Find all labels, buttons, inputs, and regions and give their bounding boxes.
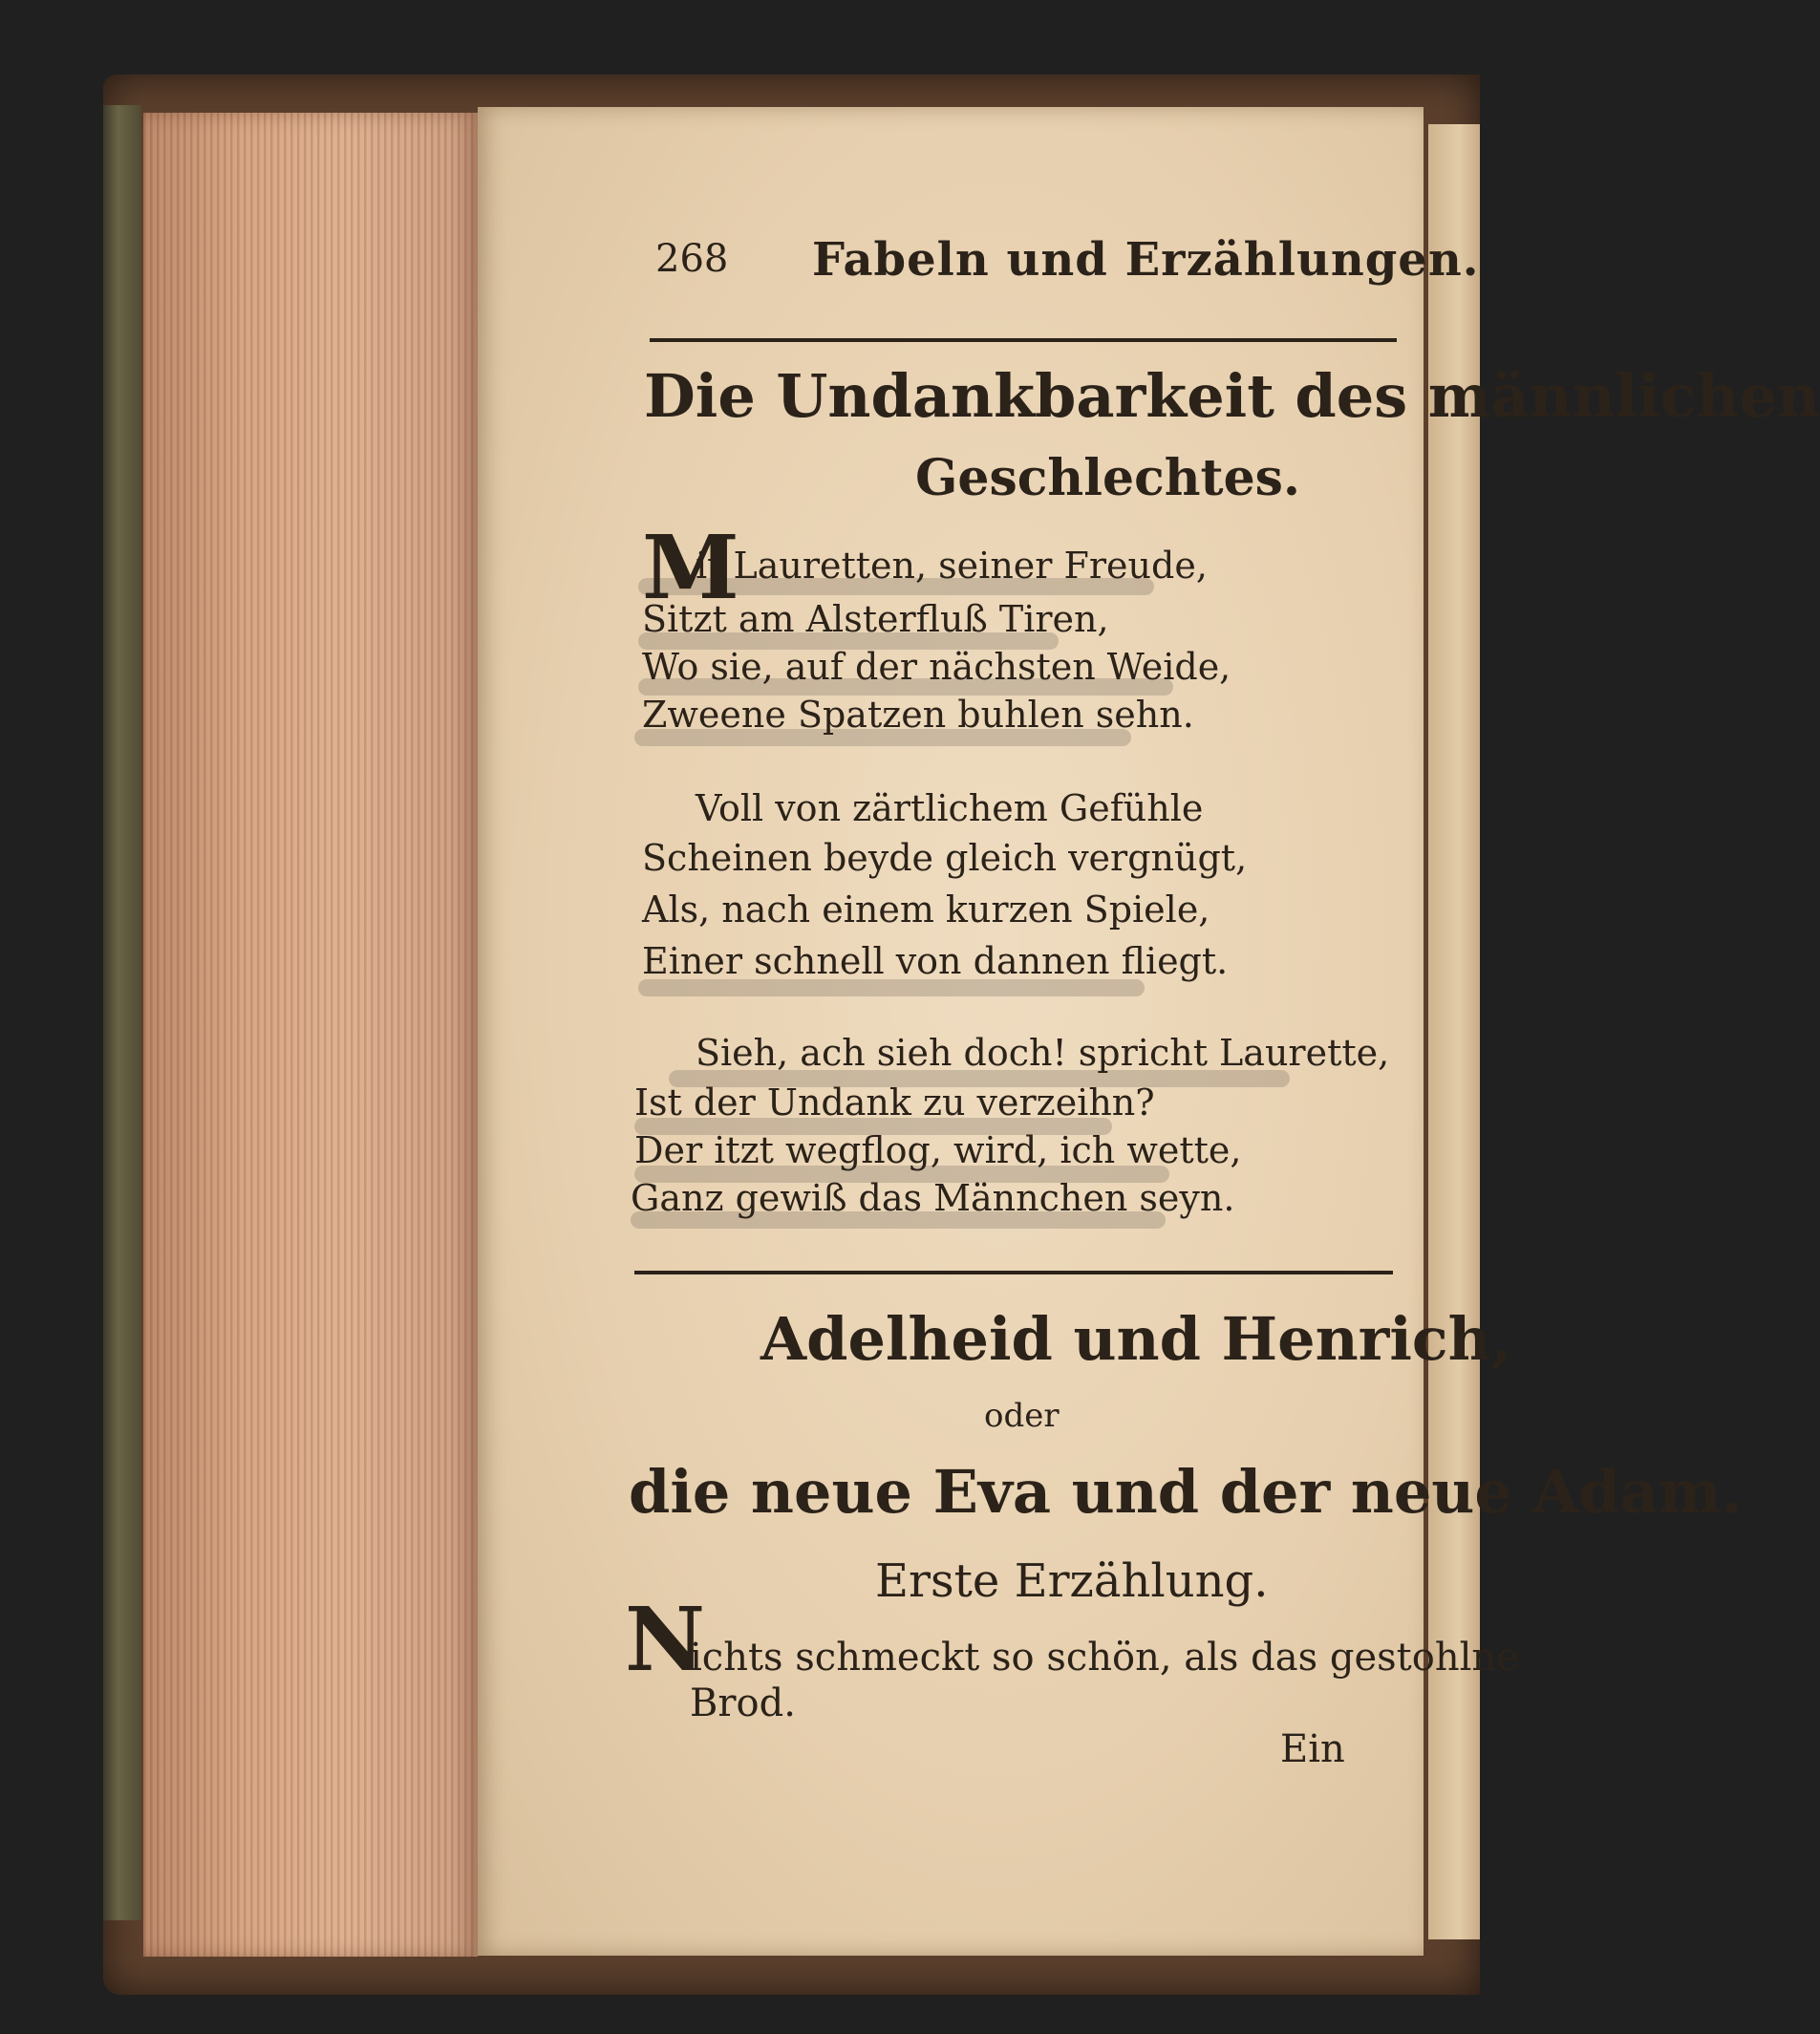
book-spine-edge — [103, 105, 141, 1920]
story-title: Adelheid und Henrich, — [760, 1304, 1512, 1374]
verse-line: Als, nach einem kurzen Spiele, — [642, 889, 1210, 931]
verse-line: Scheinen beyde gleich vergnügt, — [642, 837, 1248, 879]
poem-title-line2: Geschlechtes. — [915, 449, 1301, 507]
verse-line: Zweene Spatzen buhlen sehn. — [642, 694, 1194, 736]
stanza1-dropcap: M — [642, 516, 739, 619]
section-rule — [634, 1271, 1393, 1274]
verse-line: Sitzt am Alsterfluß Tiren, — [642, 598, 1109, 640]
verse-line: Der itzt wegflog, wird, ich wette, — [634, 1129, 1242, 1171]
chapter-heading: Erste Erzählung. — [875, 1554, 1269, 1608]
story-subtitle: die neue Eva und der neue Adam. — [629, 1457, 1743, 1527]
verse-line: Ganz gewiß das Männchen seyn. — [631, 1177, 1235, 1219]
verse-line: Wo sie, auf der nächsten Weide, — [642, 646, 1231, 688]
verse-line: Sieh, ach sieh doch! spricht Laurette, — [696, 1032, 1390, 1074]
prose-line: Brod. — [690, 1681, 796, 1725]
story-connector: oder — [984, 1397, 1060, 1435]
story-dropcap: N — [625, 1588, 706, 1691]
page-number: 268 — [655, 237, 729, 281]
verse-line: Einer schnell von dannen fliegt. — [642, 940, 1229, 982]
prose-line: ichts schmeckt so schön, als das gestohlne — [690, 1636, 1519, 1680]
verse-line: it Lauretten, seiner Freude, — [696, 545, 1208, 587]
running-title: Fabeln und Erzählungen. — [812, 233, 1480, 287]
verse-line: Voll von zärtlichem Gefühle — [696, 787, 1204, 829]
poem-title-line1: Die Undankbarkeit des männlichen — [644, 361, 1820, 431]
page-edges — [143, 113, 478, 1957]
catchword: Ein — [1280, 1727, 1345, 1771]
header-rule — [650, 338, 1397, 342]
verse-line: Ist der Undank zu verzeihn? — [634, 1081, 1155, 1124]
